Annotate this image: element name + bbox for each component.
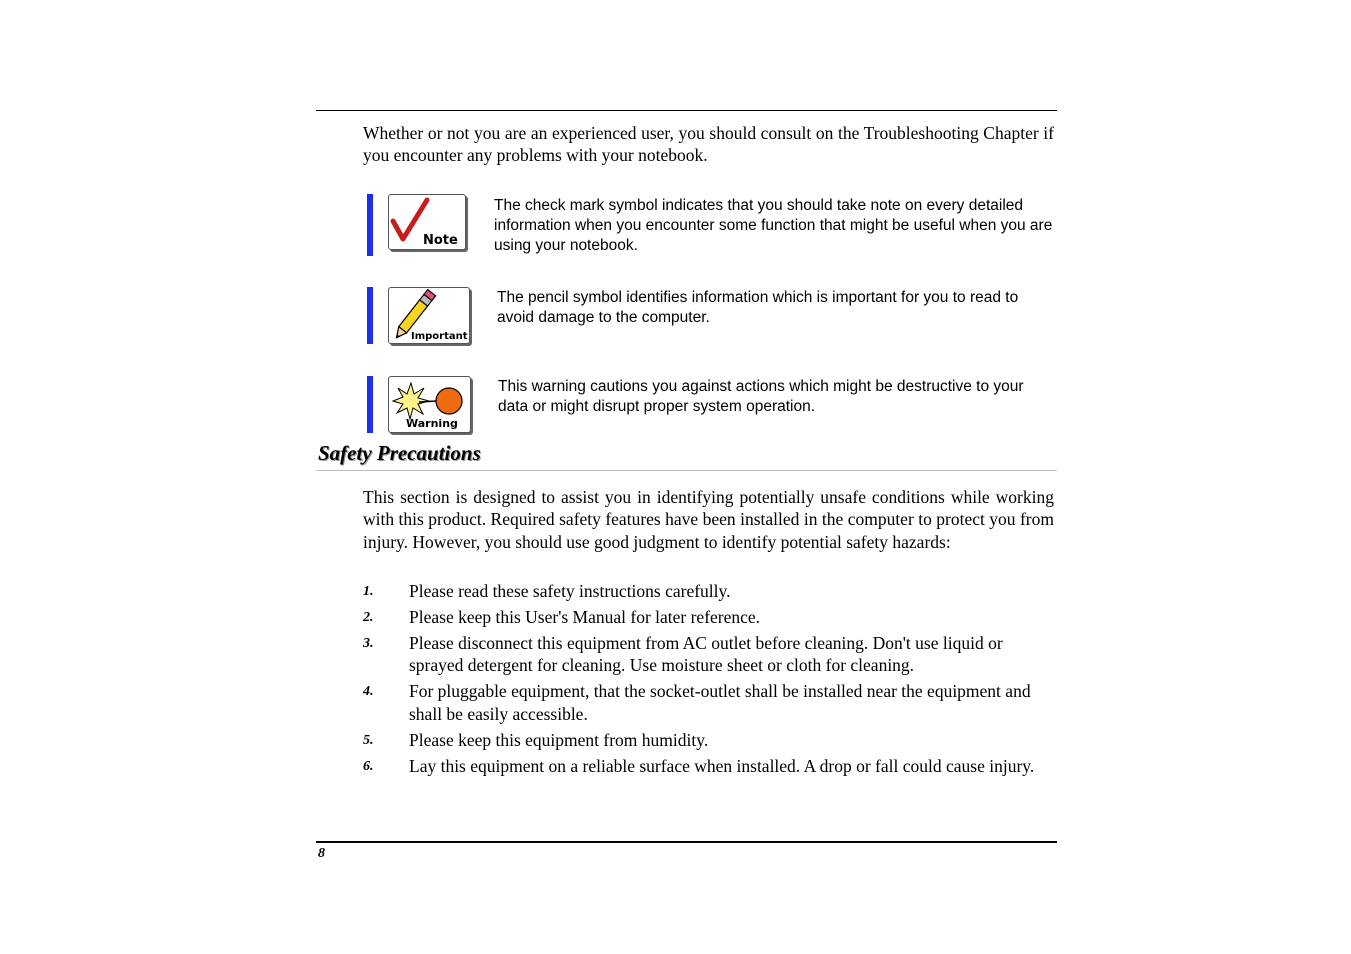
important-text: The pencil symbol identifies information which is important for you to read to avoid damage to the computer. [497, 289, 1019, 326]
important-accent-bar [367, 287, 373, 344]
note-accent-bar [367, 194, 373, 256]
list-item-number: 2. [363, 609, 374, 625]
list-item [363, 680, 1043, 725]
warning-explosion-icon [388, 376, 471, 433]
list-item-number: 6. [363, 758, 374, 774]
header-rule [316, 110, 1057, 111]
note-text: The check mark symbol indicates that you should take note on every detailed information when you encounter some function that might be useful when you are using your notebook. [494, 197, 1053, 254]
warning-icon-label: Warning [406, 417, 458, 430]
intro-paragraph: Whether or not you are an experienced user, you should consult on the Troubleshooting Chapter if you encounter any problems with your notebook. [363, 123, 1054, 165]
section-title: Safety Precautions [318, 441, 481, 465]
list-item [363, 580, 1043, 602]
list-item [363, 755, 1043, 777]
important-icon-label: Important [411, 331, 468, 342]
list-item-number: 4. [363, 684, 374, 700]
list-item-text: Lay this equipment on a reliable surface when installed. A drop or fall could cause injury. [409, 755, 1035, 776]
important-pencil-icon [388, 287, 470, 344]
safety-list [363, 580, 1043, 781]
list-item-text: Please keep this equipment from humidity. [409, 729, 709, 750]
list-item-text: Please keep this User's Manual for later reference. [409, 606, 761, 627]
list-item-text: Please read these safety instructions carefully. [409, 581, 731, 601]
list-item-number: 5. [363, 732, 374, 748]
section-intro-paragraph: This section is designed to assist you in identifying potentially unsafe conditions while working with this product. Required safety features have been installed in the computer to protect you from injury. However, you should use good judgment to identify potential safety hazards: [363, 487, 1054, 552]
section-rule [316, 470, 1057, 471]
note-checkmark-icon [388, 194, 466, 250]
list-item-text: Please disconnect this equipment from AC outlet before cleaning. Don't use liquid or sprayed detergent for cleaning. Use moisture sheet or cloth for cleaning. [409, 632, 1003, 676]
page-number: 8 [318, 846, 325, 861]
footer-rule [316, 841, 1057, 843]
list-item-number: 1. [363, 584, 374, 599]
list-item-text: For pluggable equipment, that the socket-outlet shall be installed near the equipment and shall be easily accessible. [409, 681, 1031, 724]
list-item [363, 606, 1043, 628]
list-item [363, 729, 1043, 751]
list-item [363, 632, 1043, 677]
list-item-number: 3. [363, 635, 374, 651]
warning-accent-bar [367, 376, 373, 433]
warning-text: This warning cautions you against actions which might be destructive to your data or might disrupt proper system operation. [498, 378, 1024, 415]
note-icon-label: Note [423, 233, 458, 248]
